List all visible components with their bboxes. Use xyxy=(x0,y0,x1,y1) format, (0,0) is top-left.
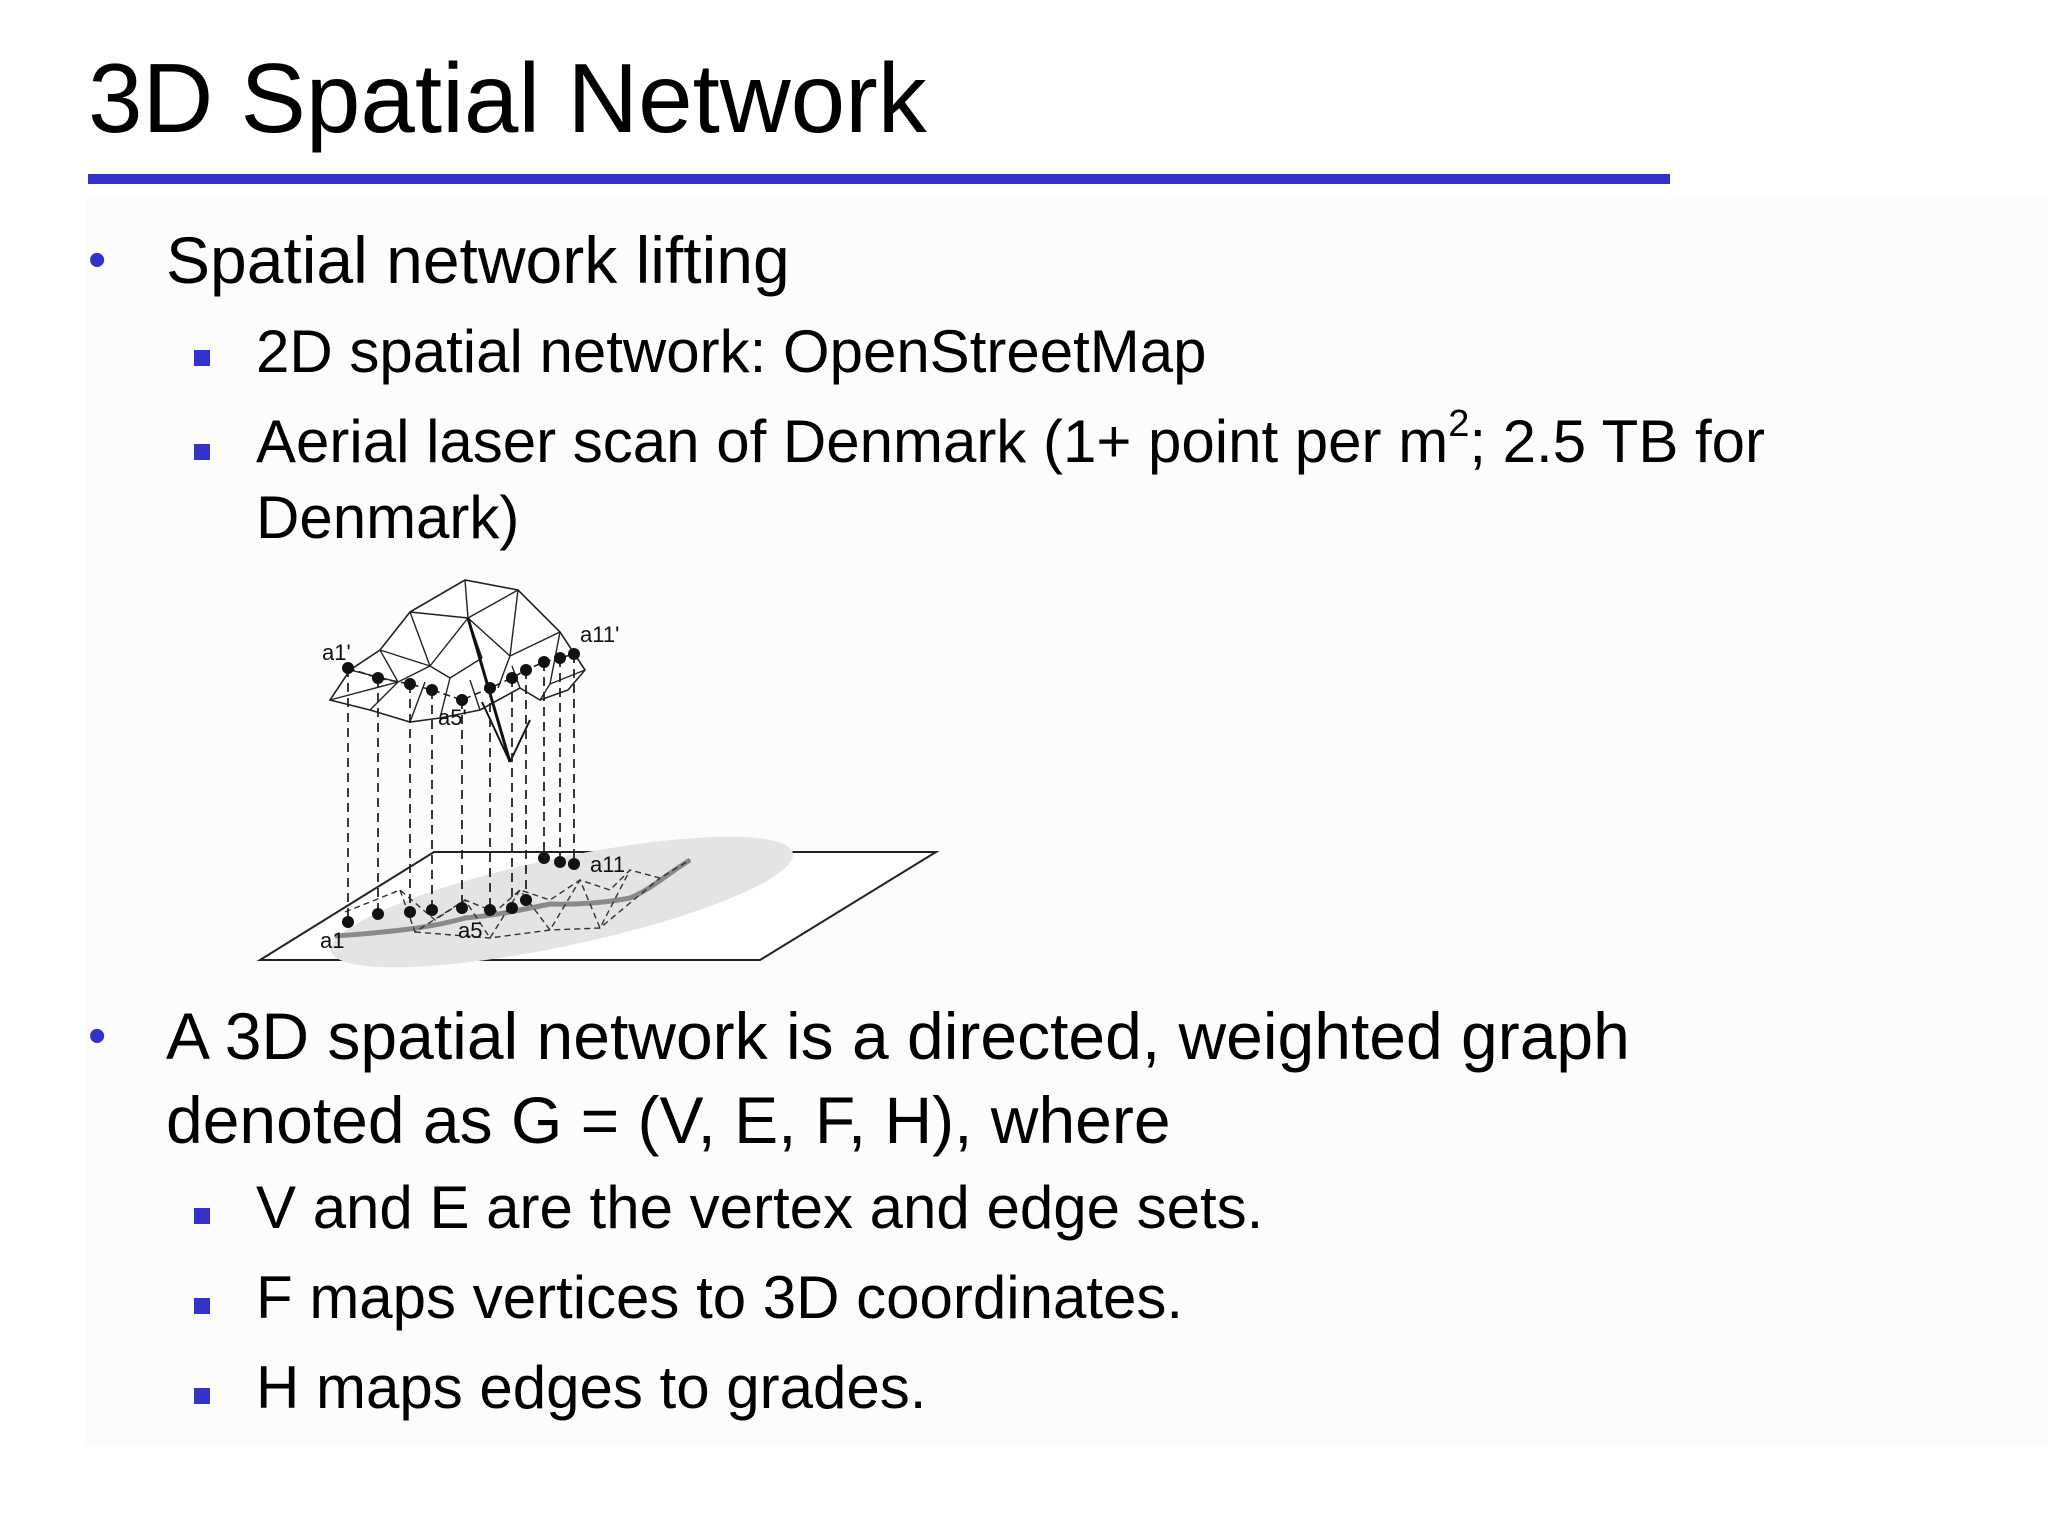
sub-bullet-text: Denmark) xyxy=(256,484,520,551)
sub-bullet-text: 2D spatial network: OpenStreetMap xyxy=(256,318,1207,385)
square-bullet-icon xyxy=(194,1208,210,1224)
title-underline xyxy=(88,174,1670,184)
label-a5: a5 xyxy=(458,918,483,943)
sub-bullet-text: F maps vertices to 3D coordinates. xyxy=(256,1264,1184,1331)
square-bullet-icon xyxy=(194,350,210,366)
bullet-text: Spatial network lifting xyxy=(166,223,790,297)
bullet-dot-icon: • xyxy=(88,1007,107,1065)
bullet-dot-icon: • xyxy=(88,231,107,289)
label-a1: a1 xyxy=(320,928,345,953)
sub-bullet-text: H maps edges to grades. xyxy=(256,1354,927,1421)
label-a11-prime: a11' xyxy=(580,622,620,647)
square-bullet-icon xyxy=(194,1388,210,1404)
label-a11: a11 xyxy=(590,852,626,877)
sub-bullet-text: Aerial laser scan of Denmark (1+ point per $m^2$; 2.5 TB for xyxy=(256,403,1766,475)
bullet-text: A 3D spatial network is a directed, weighted graph xyxy=(166,999,1630,1073)
spatial-lifting-figure xyxy=(250,560,950,980)
superscript: 2 xyxy=(1448,403,1470,445)
bullet-text: denoted as G = (V, E, F, H), where xyxy=(166,1083,1171,1157)
square-bullet-icon xyxy=(194,1298,210,1314)
label-a5-prime: a5' xyxy=(438,705,467,730)
label-a1-prime: a1' xyxy=(322,640,351,665)
slide-title: 3D Spatial Network xyxy=(88,43,927,153)
square-bullet-icon xyxy=(194,444,210,460)
sub-bullet-text: V and E are the vertex and edge sets. xyxy=(256,1174,1264,1241)
